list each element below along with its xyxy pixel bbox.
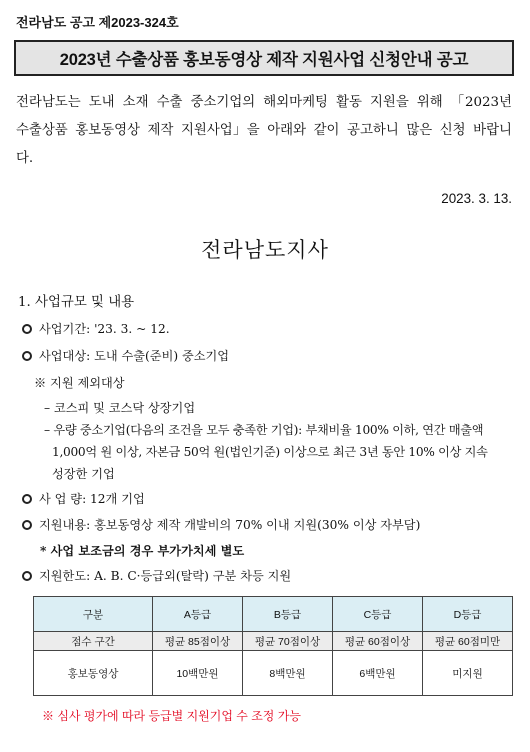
table-header-cell: D등급	[423, 597, 513, 632]
table-amount-row	[34, 651, 513, 696]
table-header-row	[34, 597, 513, 632]
period-text: 사업기간: '23. 3. ~ 12.	[39, 322, 170, 336]
vat-note: * 사업 보조금의 경우 부가가치세 별도	[40, 544, 245, 558]
table-score-row	[34, 632, 513, 651]
exclusion-item-2-line-2: 1,000억 원 이상, 자본금 50억 원(법인기준) 이상으로 최근 3년 동안 10% 이상 지속	[52, 445, 488, 459]
limit-item	[22, 567, 291, 584]
circle-bullet-icon	[22, 351, 32, 361]
target-item	[22, 347, 229, 364]
table-cell: 평균 60점이상	[333, 632, 423, 651]
table-cell: 평균 70점이상	[243, 632, 333, 651]
exclusion-item-2-line-3: 성장한 기업	[52, 467, 115, 481]
table-cell: 홍보동영상	[34, 651, 153, 696]
intro-paragraph: 전라남도는 도내 소재 수출 중소기업의 해외마케팅 활동 지원을 위해 「2023년 수출상품 홍보동영상 제작 지원사업」을 아래와 같이 공고하니 많은 신청 바랍니다.	[16, 95, 512, 166]
exclusion-heading: ※ 지원 제외대상	[34, 376, 125, 390]
footnote: ※ 심사 평가에 따라 등급별 지원기업 수 조정 가능	[42, 709, 301, 723]
table-cell: 미지원	[423, 651, 513, 696]
circle-bullet-icon	[22, 494, 32, 504]
table-cell: 평균 60점미만	[423, 632, 513, 651]
grade-table	[33, 596, 513, 696]
table-cell: 6백만원	[333, 651, 423, 696]
issuing-organization: 전라남도지사	[201, 238, 329, 262]
quantity-item	[22, 490, 145, 507]
table-cell: 평균 85점이상	[153, 632, 243, 651]
content-item	[22, 516, 420, 533]
table-cell: 10백만원	[153, 651, 243, 696]
content-text: 지원내용: 홍보동영상 제작 개발비의 70% 이내 지원(30% 이상 자부담)	[39, 518, 421, 532]
target-text: 사업대상: 도내 수출(준비) 중소기업	[39, 349, 230, 363]
section-heading: 1. 사업규모 및 내용	[18, 295, 135, 310]
circle-bullet-icon	[22, 571, 32, 581]
limit-text: 지원한도: A. B. C·등급외(탈락) 구분 차등 지원	[39, 569, 292, 583]
document-title: 2023년 수출상품 홍보동영상 제작 지원사업 신청안내 공고	[14, 40, 514, 76]
notice-date: 2023. 3. 13.	[441, 191, 512, 206]
table-header-cell: C등급	[333, 597, 423, 632]
circle-bullet-icon	[22, 324, 32, 334]
period-item	[22, 320, 170, 337]
quantity-text: 사 업 량: 12개 기업	[39, 492, 145, 506]
table-header-cell: 구분	[34, 597, 153, 632]
table-cell: 8백만원	[243, 651, 333, 696]
notice-number: 전라남도 공고 제2023-324호	[16, 15, 179, 30]
table-header-cell: B등급	[243, 597, 333, 632]
table-header-cell: A등급	[153, 597, 243, 632]
exclusion-item-1: – 코스피 및 코스닥 상장기업	[44, 401, 196, 415]
table-cell: 점수 구간	[34, 632, 153, 651]
circle-bullet-icon	[22, 520, 32, 530]
exclusion-item-2-line-1: – 우량 중소기업(다음의 조건을 모두 충족한 기업): 부채비율 100% 이하, 연간 매출액	[44, 423, 484, 437]
